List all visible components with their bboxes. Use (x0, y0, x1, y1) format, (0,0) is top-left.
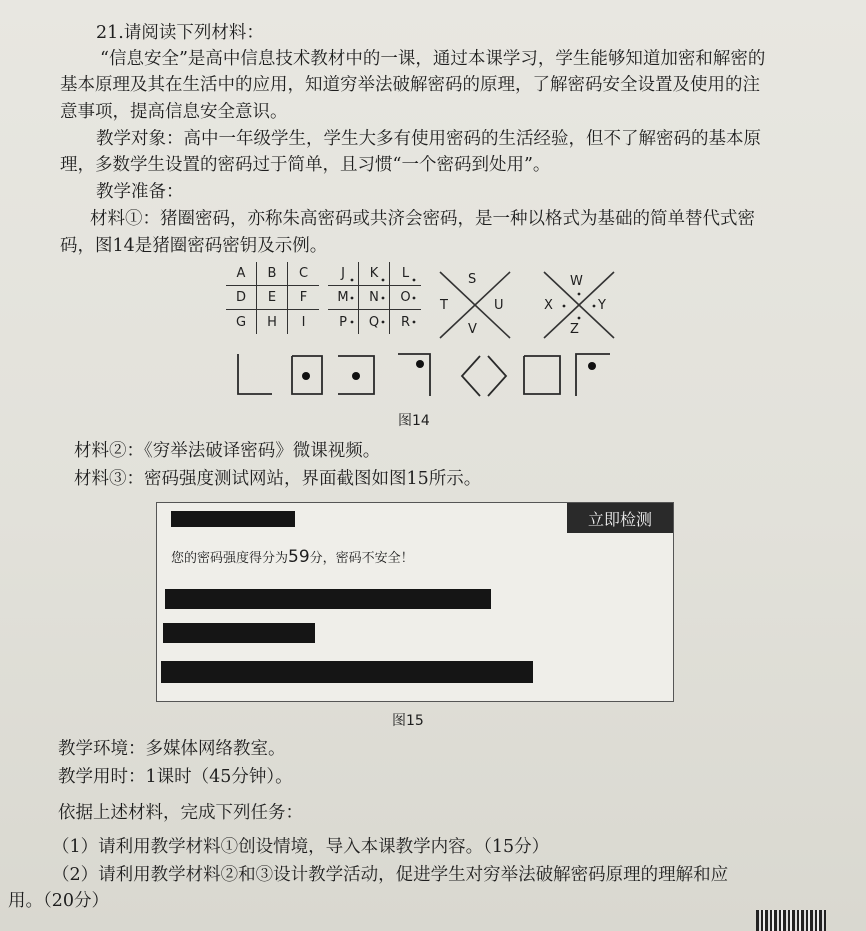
material-3: 材料③：密码强度测试网站，界面截图如图15所示。 (74, 469, 482, 489)
paragraph-line: 理，多数学生设置的密码过于简单，且习惯“一个密码到处用”。 (60, 155, 551, 175)
pigpen-example-symbols (234, 350, 618, 402)
score-suffix: 分，密码不安全！ (309, 551, 414, 566)
figure-15-label: 图15 (392, 713, 424, 729)
grid-letter: H (257, 310, 288, 334)
grid-letter: C (288, 262, 319, 286)
x-letter: X (544, 298, 553, 313)
grid-letter: N (359, 286, 390, 310)
grid-letter: E (257, 286, 288, 310)
paragraph-line: 教学用时：1课时（45分钟）。 (58, 767, 293, 787)
pigpen-x-dotted (540, 268, 620, 348)
grid-letter: R (400, 314, 411, 330)
redacted-bar (165, 589, 491, 609)
paragraph-line: 码，图14是猪圈密码密钥及示例。 (60, 236, 328, 256)
grid-letter: Q (359, 310, 390, 334)
redacted-bar (161, 661, 533, 683)
task-2: （2）请利用教学材料②和③设计教学活动，促进学生对穷举法破解密码原理的理解和应 (52, 865, 729, 885)
pigpen-grid-plain (226, 262, 319, 334)
x-letter: W (570, 274, 583, 289)
x-letter: S (468, 272, 477, 287)
grid-letter: G (226, 310, 257, 334)
paragraph-line: “信息安全”是高中信息技术教材中的一课，通过本课学习，学生能够知道加密和解密的 (100, 49, 766, 69)
score-prefix: 您的密码强度得分为 (171, 551, 289, 566)
grid-letter: M (328, 286, 359, 310)
paragraph-line: 教学对象：高中一年级学生，学生大多有使用密码的生活经验，但不了解密码的基本原 (96, 129, 761, 149)
x-letter: Y (598, 298, 606, 313)
paragraph-line: 依据上述材料，完成下列任务： (58, 803, 303, 823)
grid-letter: I (301, 314, 306, 330)
x-letter: V (468, 322, 477, 337)
paragraph-line: 基本原理及其在生活中的应用，知道穷举法破解密码的原理，了解密码安全设置及使用的注 (60, 75, 760, 95)
paragraph-line: 材料①：猪圈密码，亦称朱高密码或共济会密码，是一种以格式为基础的简单替代式密 (90, 209, 755, 229)
figure-14-label: 图14 (398, 413, 430, 429)
grid-letter: B (257, 262, 288, 286)
redacted-bar (163, 623, 315, 643)
material-2: 材料②：《穷举法破译密码》微课视频。 (74, 441, 381, 461)
score-value: 59 (288, 547, 310, 567)
grid-letter: A (226, 262, 257, 286)
grid-dots (328, 262, 421, 334)
x-letter: U (494, 298, 504, 313)
paragraph-line: 教学准备： (96, 182, 184, 202)
check-now-button[interactable]: 立即检测 (567, 503, 673, 533)
paragraph-line: 教学环境：多媒体网络教室。 (58, 739, 286, 759)
grid-letter: P (328, 310, 359, 334)
qr-code-icon (756, 910, 826, 931)
task-1: （1）请利用教学材料①创设情境，导入本课教学内容。（15分） (52, 837, 550, 857)
grid-letter: L (390, 262, 421, 286)
grid-letter: F (288, 286, 319, 310)
grid-letter: D (226, 286, 257, 310)
grid-letter: O (390, 286, 421, 310)
x-letter: Z (570, 322, 579, 337)
grid-letter: J (328, 262, 359, 286)
paragraph-line: 意事项，提高信息安全意识。 (60, 102, 288, 122)
grid-letter: K (359, 262, 390, 286)
x-letter: T (440, 298, 448, 313)
redacted-bar (171, 511, 295, 527)
pigpen-x-plain (436, 268, 516, 348)
task-2-continued: 用。（20分） (8, 891, 110, 911)
strength-score-text (171, 547, 414, 567)
password-strength-website (156, 502, 674, 702)
question-number: 21.请阅读下列材料： (96, 23, 264, 43)
